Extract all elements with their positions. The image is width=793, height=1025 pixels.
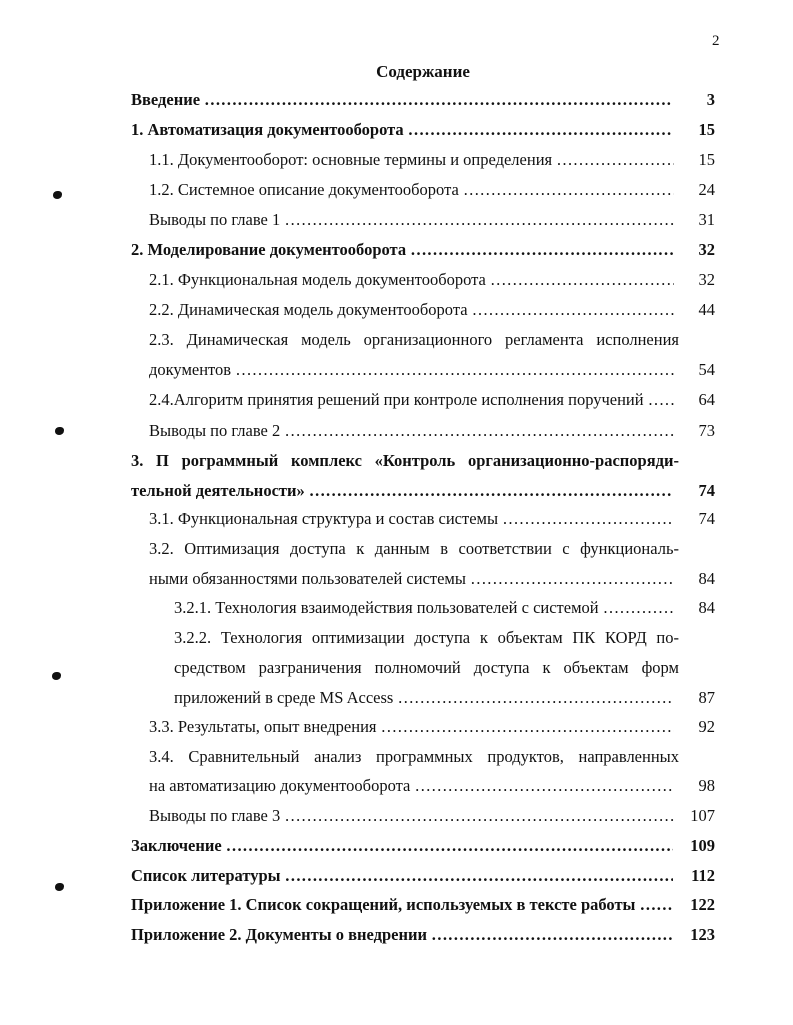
toc-entry-page: 31 bbox=[698, 210, 715, 229]
toc-entry-text: 1.2. Системное описание документооборота …………………………………………………………………………………………………………………………………… bbox=[149, 178, 674, 202]
toc-entry-text: средством разграничения полномочий доступа к объектам форм bbox=[174, 658, 679, 677]
toc-entry-page: 54 bbox=[698, 360, 715, 379]
toc-entry-text: 2.3. Динамическая модель организационного регламента исполнения bbox=[149, 330, 679, 349]
binder-hole-mark bbox=[55, 883, 64, 891]
toc-entry-text: Введение …………………………………………………………………………………………………………………………………… bbox=[131, 88, 673, 112]
toc-entry[interactable] bbox=[0, 419, 793, 443]
toc-entry-text: 3. П рограммный комплекс «Контроль организационно-распоряди- bbox=[131, 451, 679, 470]
toc-entry-page: 74 bbox=[698, 481, 715, 500]
toc-entry-text: на автоматизацию документооборота …………………………………………………………………………………………………………………………………… bbox=[149, 774, 674, 798]
toc-entry[interactable] bbox=[0, 567, 793, 591]
toc-entry-page: 87 bbox=[698, 688, 715, 707]
toc-entry-text: 3.2.1. Технология взаимодействия пользователей с системой …………………………………………………………………………………………………………………………………… bbox=[174, 596, 674, 620]
toc-entry-page: 92 bbox=[698, 717, 715, 736]
toc-entry-text: приложений в среде MS Access …………………………………………………………………………………………………………………………………… bbox=[174, 686, 674, 710]
toc-entry[interactable] bbox=[0, 804, 793, 828]
toc-entry-page: 112 bbox=[691, 866, 715, 885]
page-number: 2 bbox=[712, 33, 720, 49]
toc-entry-text: 3.1. Функциональная структура и состав системы …………………………………………………………………………………………………………………………………… bbox=[149, 507, 674, 531]
toc-entry-text: 2.4.Алгоритм принятия решений при контроле исполнения поручений …………………………………………………………………………………………………………………………………… bbox=[149, 388, 674, 412]
toc-title: Содержание bbox=[376, 62, 470, 81]
toc-entry-text: Выводы по главе 3 …………………………………………………………………………………………………………………………………… bbox=[149, 804, 674, 828]
toc-entry[interactable] bbox=[0, 298, 793, 322]
toc-entry-page: 24 bbox=[698, 180, 715, 199]
toc-entry[interactable] bbox=[0, 479, 793, 503]
toc-entry-page: 84 bbox=[698, 598, 715, 617]
toc-entry[interactable] bbox=[0, 268, 793, 292]
toc-entry[interactable] bbox=[0, 328, 793, 352]
toc-entry-text: ными обязанностями пользователей системы …………………………………………………………………………………………………………………………………… bbox=[149, 567, 674, 591]
toc-entry-text: 2.2. Динамическая модель документооборота …………………………………………………………………………………………………………………………………… bbox=[149, 298, 674, 322]
toc-entry[interactable] bbox=[0, 686, 793, 710]
toc-entry-page: 32 bbox=[698, 240, 715, 259]
toc-entry-page: 84 bbox=[698, 569, 715, 588]
toc-entry-page: 123 bbox=[690, 925, 715, 944]
toc-entry-text: 2.1. Функциональная модель документооборота …………………………………………………………………………………………………………………………………… bbox=[149, 268, 674, 292]
toc-entry[interactable] bbox=[0, 358, 793, 382]
toc-entry-page: 64 bbox=[698, 390, 715, 409]
toc-entry[interactable] bbox=[0, 715, 793, 739]
toc-entry-page: 122 bbox=[690, 895, 715, 914]
toc-entry[interactable] bbox=[0, 118, 793, 142]
toc-entry-text: Приложение 2. Документы о внедрении …………………………………………………………………………………………………………………………………… bbox=[131, 923, 673, 947]
toc-entry-page: 74 bbox=[698, 509, 715, 528]
toc-entry-text: 3.3. Результаты, опыт внедрения …………………………………………………………………………………………………………………………………… bbox=[149, 715, 674, 739]
toc-entry[interactable] bbox=[0, 923, 793, 947]
toc-entry[interactable] bbox=[0, 656, 793, 680]
toc-entry-text: 3.4. Сравнительный анализ программных продуктов, направленных bbox=[149, 747, 679, 766]
toc-entry[interactable] bbox=[0, 178, 793, 202]
toc-entry-text: 3.2.2. Технология оптимизации доступа к объектам ПК КОРД по- bbox=[174, 628, 679, 647]
toc-entry-text: Приложение 1. Список сокращений, используемых в тексте работы …………………………………………………………………………………………………………………………………… bbox=[131, 893, 673, 917]
toc-entry[interactable] bbox=[0, 507, 793, 531]
toc-entry[interactable] bbox=[0, 388, 793, 412]
toc-entry[interactable] bbox=[0, 745, 793, 769]
toc-entry[interactable] bbox=[0, 596, 793, 620]
toc-entry-page: 3 bbox=[706, 90, 715, 109]
toc-entry[interactable] bbox=[0, 774, 793, 798]
toc-entry[interactable] bbox=[0, 208, 793, 232]
toc-entry-text: Заключение …………………………………………………………………………………………………………………………………… bbox=[131, 834, 673, 858]
toc-entry[interactable] bbox=[0, 537, 793, 561]
toc-entry-text: документов …………………………………………………………………………………………………………………………………… bbox=[149, 358, 674, 382]
toc-entry[interactable] bbox=[0, 238, 793, 262]
toc-entry[interactable] bbox=[0, 893, 793, 917]
toc-entry-page: 73 bbox=[698, 421, 715, 440]
toc-entry-page: 15 bbox=[698, 120, 715, 139]
toc-entry-text: Выводы по главе 2 …………………………………………………………………………………………………………………………………… bbox=[149, 419, 674, 443]
toc-entry-text: 3.2. Оптимизация доступа к данным в соответствии с функциональ- bbox=[149, 539, 679, 558]
toc-entry-text: 1.1. Документооборот: основные термины и определения …………………………………………………………………………………………………………………………………… bbox=[149, 148, 674, 172]
toc-entry-page: 107 bbox=[690, 806, 715, 825]
toc-entry-page: 109 bbox=[690, 836, 715, 855]
toc-entry[interactable] bbox=[0, 626, 793, 650]
toc-entry[interactable] bbox=[0, 449, 793, 473]
toc-entry-text: тельной деятельности» …………………………………………………………………………………………………………………………………… bbox=[131, 479, 673, 503]
toc-entry[interactable] bbox=[0, 864, 793, 888]
toc-entry-page: 15 bbox=[698, 150, 715, 169]
toc-entry[interactable] bbox=[0, 88, 793, 112]
toc-entry[interactable] bbox=[0, 148, 793, 172]
toc-entry-text: 2. Моделирование документооборота …………………………………………………………………………………………………………………………………… bbox=[131, 238, 673, 262]
toc-entry-text: Выводы по главе 1 …………………………………………………………………………………………………………………………………… bbox=[149, 208, 674, 232]
toc-entry[interactable] bbox=[0, 834, 793, 858]
toc-entry-page: 44 bbox=[698, 300, 715, 319]
toc-entry-text: 1. Автоматизация документооборота …………………………………………………………………………………………………………………………………… bbox=[131, 118, 673, 142]
toc-entry-page: 32 bbox=[698, 270, 715, 289]
toc-entry-text: Список литературы …………………………………………………………………………………………………………………………………… bbox=[131, 864, 673, 888]
toc-entry-page: 98 bbox=[698, 776, 715, 795]
